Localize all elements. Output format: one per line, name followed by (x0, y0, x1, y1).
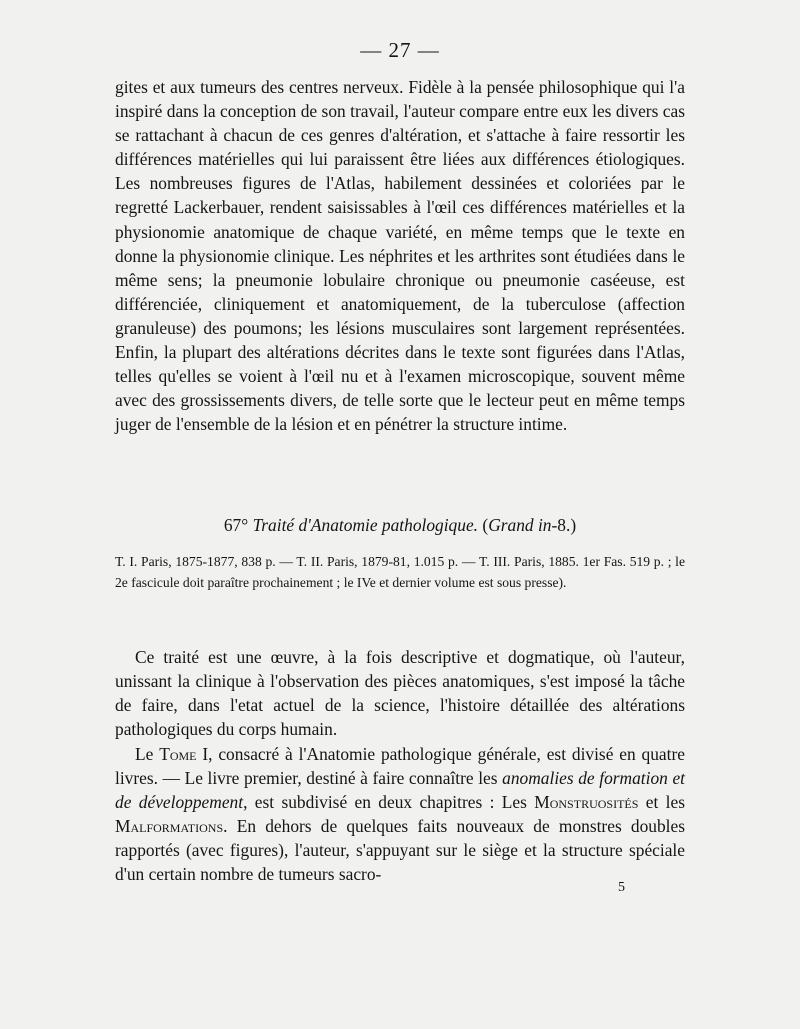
paragraph-3 (115, 742, 685, 887)
signature-mark: 5 (618, 880, 625, 895)
p3-monstruosites: Monstruosités (534, 792, 639, 813)
entry-format-open: ( (482, 515, 489, 535)
entry-format-rest: -8.) (551, 515, 577, 535)
paragraph-2: Ce traité est une œuvre, à la fois descriptive et dogmatique, où l'auteur, unissant la clinique à l'observation des pièces anatomiques, s'est imposé la tâche de faire, dans l'etat actuel de la science, l'histoire détaillée des altérations pathologiques du corps humain. (115, 647, 685, 740)
p3-text-3: , est subdivisé en deux chapitres : Les (243, 792, 535, 813)
entry-heading (115, 515, 685, 536)
p3-anomalies: anomalies de formation et de développement (115, 768, 685, 813)
p3-tome: Tome (159, 744, 197, 764)
bibliography: T. I. Paris, 1875-1877, 838 p. — T. II. Paris, 1879-81, 1.015 p. — T. III. Paris, 1885. 1er Fas. 519 p. ; le 2e fascicule doit paraître prochainement ; le IVe et dernier volume est sous presse). (115, 554, 685, 590)
entry-format: Grand in (488, 515, 552, 535)
p3-text-4: et les (638, 792, 685, 813)
p3-malformations: Malformations (115, 816, 224, 837)
p3-text-2: I, consacré à l'Anatomie pathologique générale, est divisé en quatre livres. — Le livre premier, destiné à faire connaître les (115, 744, 685, 789)
paragraph-1: gites et aux tumeurs des centres nerveux. Fidèle à la pensée philosophique qui l'a inspiré dans la conception de son travail, l'auteur compare entre eux les divers cas se rattachant à chacun de ces genres d'altération, et s'attache à faire ressortir les différences matérielles qui lui paraissent être liées aux différences étiologiques. Les nombreuses figures de l'Atlas, habilement dessinées et coloriées par le regretté Lackerbauer, rendent saisissables à l'œil ces différences matérielles et la physionomie anatomique de chaque variété, en même temps que le texte en donne la physionomie clinique. Les néphrites et les arthrites sont étudiées dans le même sens; la pneumonie lobulaire chronique ou pneumonie caséeuse, est différenciée, cliniquement et anatomiquement, de la tuberculose (affection granuleuse) des poumons; les lésions musculaires sont largement représentées. Enfin, la plupart des altérations décrites dans le texte sont figurées dans l'Atlas, telles qu'elles se voient à l'œil nu et à l'examen microscopique, souvent même avec des grossissements divers, de telle sorte que le lecteur peut en même temps juger de l'ensemble de la lésion et en pénétrer la structure intime. (115, 77, 685, 435)
p3-text-1: Le (135, 744, 160, 764)
entry-title: Traité d'Anatomie pathologique. (252, 515, 479, 535)
p3-text-5: . En dehors de quelques faits nouveaux de monstres doubles rapportés (avec figures), l'auteur, s'appuyant sur le siège et la structure spéciale d'un certain nombre de tumeurs sacro- (115, 816, 685, 885)
page-number: — 27 — (360, 38, 440, 62)
entry-number: 67° (223, 515, 249, 535)
